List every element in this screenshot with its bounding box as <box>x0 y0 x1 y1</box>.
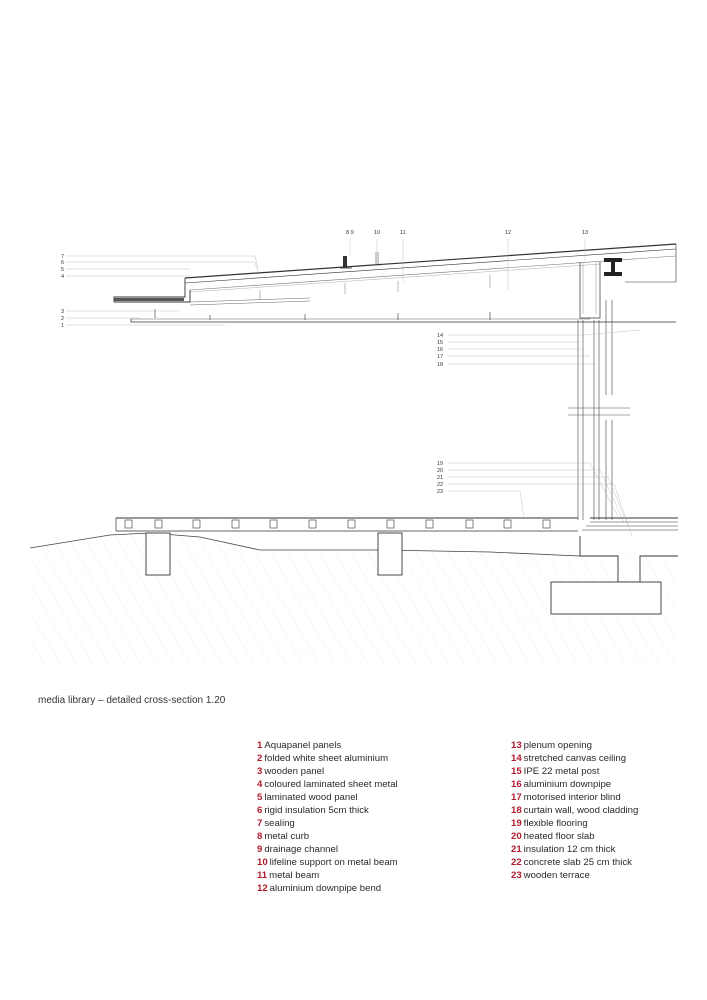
legend-number: 2 <box>257 753 263 764</box>
legend-item <box>257 739 497 752</box>
legend-text: heated floor slab <box>523 831 595 842</box>
legend-text: wooden terrace <box>523 870 590 881</box>
legend-text: flexible flooring <box>523 818 588 829</box>
callout-mid-upper-1: 14 <box>437 333 444 339</box>
callout-left-upper-4: 4 <box>61 274 65 280</box>
callout-left-lower-2: 2 <box>61 316 65 322</box>
callout-mid-upper-5: 18 <box>437 362 444 368</box>
legend-item <box>511 778 707 791</box>
legend-text: insulation 12 cm thick <box>523 844 616 855</box>
legend-item <box>511 817 707 830</box>
callout-top-4: 12 <box>505 230 512 236</box>
legend-item <box>257 765 497 778</box>
drawing-caption: media library – detailed cross-section 1.20 <box>38 695 226 706</box>
legend-text: aluminium downpipe bend <box>269 883 382 894</box>
callout-mid-lower-5: 23 <box>437 489 444 495</box>
legend-item <box>257 752 497 765</box>
legend-item <box>511 765 707 778</box>
callout-mid-lower-2: 20 <box>437 468 444 474</box>
legend-item <box>257 856 497 869</box>
legend-text: curtain wall, wood cladding <box>523 805 639 816</box>
legend-number: 15 <box>511 766 522 777</box>
legend-item <box>257 882 497 895</box>
legend-item <box>257 843 497 856</box>
legend-text: plenum opening <box>523 740 592 751</box>
callout-mid-upper-2: 15 <box>437 340 444 346</box>
legend-item <box>257 804 497 817</box>
callout-left-upper-3: 5 <box>61 267 65 273</box>
legend-number: 23 <box>511 870 522 881</box>
legend-right-column <box>511 739 707 882</box>
legend-item <box>511 739 707 752</box>
callout-top-3: 11 <box>400 230 406 236</box>
legend-text: rigid insulation 5cm thick <box>264 805 369 816</box>
legend-number: 14 <box>511 753 522 764</box>
legend-text: motorised interior blind <box>523 792 621 803</box>
callout-top-1: 8 9 <box>346 230 354 236</box>
legend-text: Aquapanel panels <box>264 740 342 751</box>
legend-text: metal beam <box>269 870 320 881</box>
legend-number: 18 <box>511 805 522 816</box>
callout-left-lower-1: 3 <box>61 309 65 315</box>
legend-number: 4 <box>257 779 263 790</box>
legend-number: 17 <box>511 792 522 803</box>
legend-text: stretched canvas ceiling <box>523 753 627 764</box>
legend-item <box>511 791 707 804</box>
legend-number: 9 <box>257 844 263 855</box>
legend-item <box>511 752 707 765</box>
callout-labels <box>61 230 588 495</box>
callout-left-lower-3: 1 <box>61 323 65 329</box>
legend-number: 3 <box>257 766 263 777</box>
legend-number: 5 <box>257 792 263 803</box>
legend-number: 19 <box>511 818 522 829</box>
legend-text: laminated wood panel <box>264 792 358 803</box>
callout-mid-lower-3: 21 <box>437 475 444 481</box>
legend-item <box>511 856 707 869</box>
legend-left-column <box>257 739 497 895</box>
legend-text: wooden panel <box>264 766 325 777</box>
legend-number: 21 <box>511 844 522 855</box>
callout-left-upper-1: 7 <box>61 254 65 260</box>
legend-number: 16 <box>511 779 522 790</box>
legend-text: aluminium downpipe <box>523 779 612 790</box>
legend-text: metal curb <box>264 831 310 842</box>
legend-item <box>511 869 707 882</box>
legend-number: 11 <box>257 870 268 881</box>
legend-number: 6 <box>257 805 263 816</box>
legend-text: lifeline support on metal beam <box>269 857 398 868</box>
legend-item <box>511 843 707 856</box>
legend-text: coloured laminated sheet metal <box>264 779 398 790</box>
callout-mid-upper-3: 16 <box>437 347 444 353</box>
callout-left-upper-2: 6 <box>61 260 65 266</box>
legend-text: sealing <box>264 818 295 829</box>
callout-mid-lower-1: 19 <box>437 461 444 467</box>
legend-text: drainage channel <box>264 844 338 855</box>
legend-item <box>257 778 497 791</box>
legend-number: 1 <box>257 740 263 751</box>
legend-number: 8 <box>257 831 263 842</box>
legend-text: IPE 22 metal post <box>523 766 600 777</box>
legend-item <box>511 830 707 843</box>
legend-item <box>257 830 497 843</box>
curtain-wall <box>568 300 630 520</box>
roof-assembly <box>114 244 676 322</box>
legend-number: 12 <box>257 883 268 894</box>
callout-mid-lower-4: 22 <box>437 482 444 488</box>
legend-item <box>257 869 497 882</box>
legend-item <box>511 804 707 817</box>
legend-text: concrete slab 25 cm thick <box>523 857 632 868</box>
legend-item <box>257 817 497 830</box>
legend-number: 20 <box>511 831 522 842</box>
callout-top-5: 13 <box>582 230 589 236</box>
legend-number: 7 <box>257 818 263 829</box>
legend-number: 22 <box>511 857 522 868</box>
callout-top-2: 10 <box>374 230 381 236</box>
legend-number: 10 <box>257 857 268 868</box>
legend-text: folded white sheet aluminium <box>264 753 389 764</box>
legend-item <box>257 791 497 804</box>
leader-lines <box>66 239 640 536</box>
callout-mid-upper-4: 17 <box>437 354 444 360</box>
legend-number: 13 <box>511 740 522 751</box>
